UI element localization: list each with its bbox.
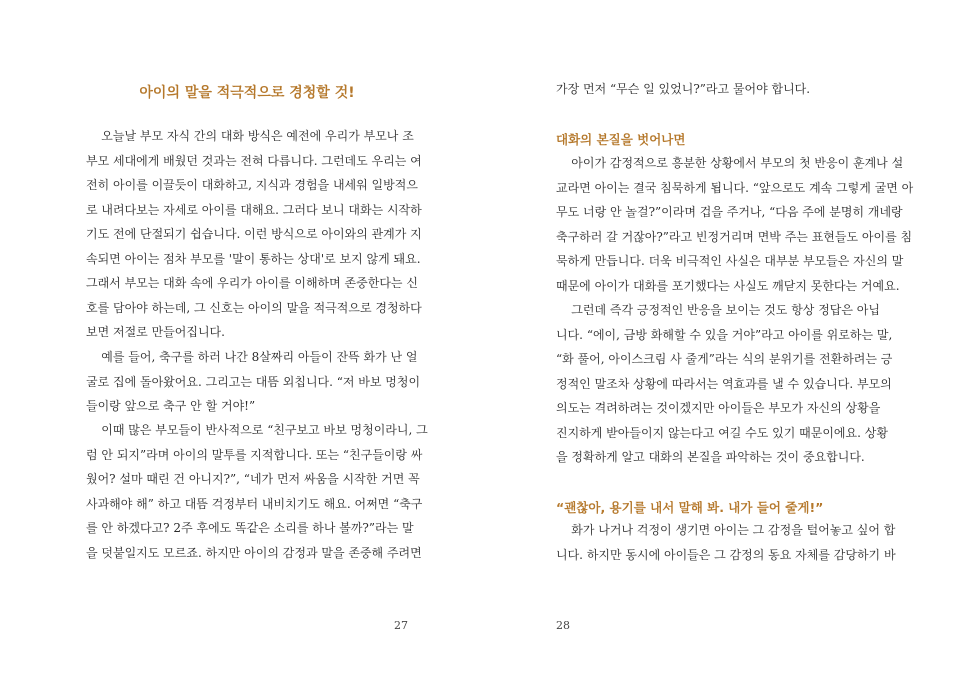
text-line: 를 안 하겠다고? 2주 후에도 똑같은 소리를 하나 볼까?”라는 말 xyxy=(86,521,414,535)
text-line: 그래서 부모는 대화 속에 우리가 아이를 이해하며 존중한다는 신 xyxy=(86,276,418,290)
text-line: 정적인 말조차 상황에 따라서는 역효과를 낼 수 있습니다. 부모의 xyxy=(556,376,892,391)
text-line: 진지하게 받아들이지 않는다고 여길 수도 있기 때문이에요. 상황 xyxy=(556,425,888,440)
text-line: 이때 많은 부모들이 반사적으로 “친구보고 바보 멍청이라니, 그 xyxy=(86,423,428,437)
text-line: 아이가 감정적으로 흥분한 상황에서 부모의 첫 반응이 훈계나 설 xyxy=(556,156,904,170)
subheading: “괜찮아, 용기를 내서 말해 봐. 내가 들어 줄게!” xyxy=(556,500,824,515)
text-line: 부모 세대에게 배웠던 것과는 전혀 다릅니다. 그런데도 우리는 여 xyxy=(86,153,422,168)
text-line: 속되면 아이는 점차 부모를 '말이 통하는 상대'로 보지 않게 돼요. xyxy=(86,251,421,266)
section-title: 아이의 말을 적극적으로 경청할 것! xyxy=(139,85,355,101)
text-line: 가장 먼저 “무슨 일 있었니?”라고 물어야 합니다. xyxy=(556,82,811,96)
opening-line xyxy=(556,77,874,102)
text-line: 묵하게 만듭니다. 더욱 비극적인 사실은 대부분 부모들은 자신의 말 xyxy=(556,254,904,268)
page-number: 27 xyxy=(394,619,408,632)
paragraph-3 xyxy=(556,518,896,567)
right-page xyxy=(480,0,960,680)
text-line: 교라면 아이는 결국 침묵하게 됩니다. “앞으로도 계속 그렇게 굴면 아 xyxy=(556,180,914,195)
text-line: 오늘날 부모 자식 간의 대화 방식은 예전에 우리가 부모나 조 xyxy=(86,129,414,143)
page-number: 28 xyxy=(556,619,570,632)
text-line: 사과해야 해” 하고 대뜸 걱정부터 내비치기도 해요. 어쩌면 “축구 xyxy=(86,496,423,511)
subheading: 대화의 본질을 벗어나면 xyxy=(556,132,686,147)
text-line: 을 덧붙일지도 모르죠. 하지만 아이의 감정과 말을 존중해 주려면 xyxy=(86,545,422,560)
text-line: 니다. 하지만 동시에 아이들은 그 감정의 동요 자체를 감당하기 바 xyxy=(556,547,896,562)
text-line: 호를 담아야 하는데, 그 신호는 아이의 말을 적극적으로 경청하다 xyxy=(86,300,422,315)
text-line: “화 풀어, 아이스크림 사 줄게”라는 식의 분위기를 전환하려는 긍 xyxy=(556,352,893,366)
text-line: 화가 나거나 걱정이 생기면 아이는 그 감정을 털어놓고 싶어 합 xyxy=(556,523,896,537)
text-line: 굴로 집에 돌아왔어요. 그리고는 대뜸 외칩니다. “저 바보 멍청이 xyxy=(86,374,421,389)
paragraph-1 xyxy=(556,151,914,298)
text-line: 그런데 즉각 긍정적인 반응을 보이는 것도 항상 정답은 아닙 xyxy=(556,303,880,317)
text-line: 의도는 격려하려는 것이겠지만 아이들은 부모가 자신의 상황을 xyxy=(556,401,881,415)
text-line: 기도 전에 단절되기 쉽습니다. 이런 방식으로 아이와의 관계가 지 xyxy=(86,227,422,241)
text-line: 니다. “에이, 금방 화해할 수 있을 거야”라고 아이를 위로하는 말, xyxy=(556,327,893,342)
text-line: 럼 안 되지”라며 아이의 말투를 지적합니다. 또는 “친구들이랑 싸 xyxy=(86,447,423,462)
text-line: 웠어? 설마 때린 건 아니지?”, “네가 먼저 싸움을 시작한 거면 꼭 xyxy=(86,472,420,486)
paragraph-2 xyxy=(86,345,421,419)
text-line: 을 정확하게 알고 대화의 본질을 파악하는 것이 중요합니다. xyxy=(556,450,865,464)
text-line: 로 내려다보는 자세로 아이를 대해요. 그러다 보니 대화는 시작하 xyxy=(86,202,422,217)
text-line: 들이랑 앞으로 축구 안 할 거야!” xyxy=(86,399,256,413)
paragraph-3 xyxy=(86,418,428,565)
text-line: 보면 저절로 만들어집니다. xyxy=(86,325,225,339)
text-line: 전히 아이를 이끌듯이 대화하고, 지식과 경험을 내세워 일방적으 xyxy=(86,178,418,192)
paragraph-2 xyxy=(556,298,893,470)
text-line: 때문에 아이가 대화를 포기했다는 사실도 깨닫지 못한다는 거예요. xyxy=(556,278,900,293)
text-line: 축구하러 갈 거잖아?”라고 빈정거리며 면박 주는 표현들도 아이를 침 xyxy=(556,229,913,244)
paragraph-1 xyxy=(86,124,422,345)
text-line: 무도 너랑 안 놀걸?”이라며 겁을 주거나, “다음 주에 분명히 개네랑 xyxy=(556,205,903,219)
text-line: 예를 들어, 축구를 하러 나간 8살짜리 아들이 잔뜩 화가 난 얼 xyxy=(86,350,418,364)
